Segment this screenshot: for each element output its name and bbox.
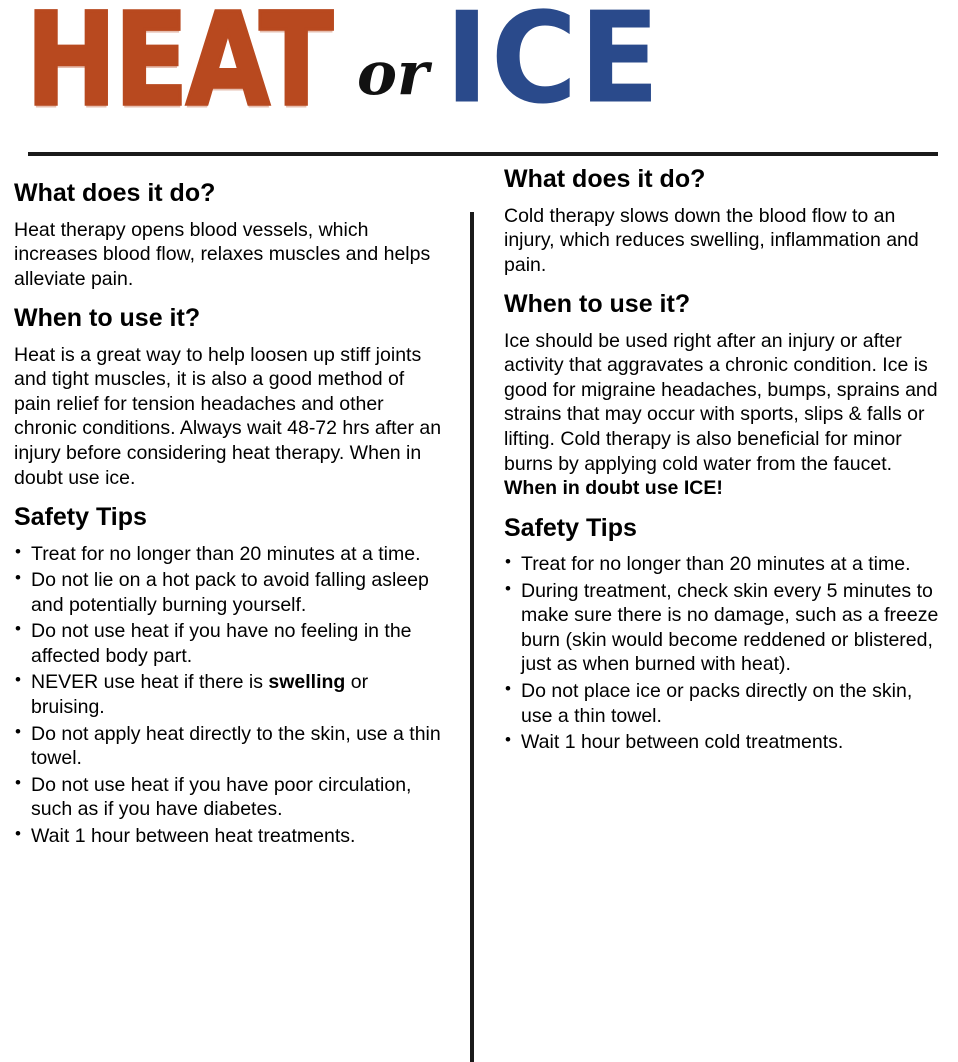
heat-safety-title: Safety Tips (14, 503, 147, 532)
heat-title: HEAT (26, 0, 332, 135)
list-item: • Do not apply heat directly to the skin, use a thin towel. (14, 722, 444, 771)
column-divider-line (470, 212, 474, 1062)
tip-text-emphasis: swelling (268, 671, 346, 694)
ice-when-body-emphasis: When in doubt use ICE! (504, 477, 723, 500)
heat-what-title: What does it do? (14, 179, 216, 207)
list-item (14, 670, 444, 719)
content-columns (0, 152, 958, 850)
list-item: • Wait 1 hour between heat treatments. (14, 824, 444, 849)
ice-when-body-text: Ice should be used right after an injury or after activity that aggravates a chronic condition. Ice is good for migraine headaches, bumps, sprains and strains that may occur with sports, slips & falls or lifting. Cold therapy is also beneficial for minor burns by applying cold water from the faucet. (504, 329, 938, 475)
ice-safety-title: Safety Tips (504, 513, 637, 542)
heat-column (0, 166, 470, 850)
heat-safety-list (14, 542, 444, 849)
or-text: or (357, 39, 429, 109)
heat-when-title: When to use it? (14, 304, 201, 333)
tip-text-prefix: NEVER use heat if there is (31, 671, 269, 694)
heat-what-body: Heat therapy opens blood vessels, which increases blood flow, relaxes muscles and helps alleviate pain. (14, 218, 431, 290)
list-item: • Do not use heat if you have no feeling in the affected body part. (14, 619, 444, 668)
heat-when-body: Heat is a great way to help loosen up stiff joints and tight muscles, it is also a good method of pain relief for tension headaches and other chronic conditions. Always wait 48-72 hrs after an injury before considering heat therapy. When in doubt use ice. (14, 343, 442, 489)
ice-when-body (504, 329, 944, 501)
list-item: • Wait 1 hour between cold treatments. (504, 730, 944, 755)
ice-what-title: What does it do? (504, 165, 706, 193)
ice-title: ICE (445, 0, 662, 121)
header-banner (0, 0, 958, 152)
ice-what-body: Cold therapy slows down the blood flow to an injury, which reduces swelling, inflammation and pain. (504, 204, 919, 276)
list-item: • Do not use heat if you have poor circulation, such as if you have diabetes. (14, 773, 444, 822)
ice-when-title: When to use it? (504, 290, 691, 319)
ice-safety-list (504, 552, 944, 755)
list-item: • Do not lie on a hot pack to avoid falling asleep and potentially burning yourself. (14, 568, 444, 617)
list-item: • Treat for no longer than 20 minutes at a time. (14, 542, 444, 567)
list-item: • Treat for no longer than 20 minutes at a time. (504, 552, 944, 577)
ice-column (470, 166, 958, 850)
list-item: • During treatment, check skin every 5 minutes to make sure there is no damage, such as a freeze burn (skin would become reddened or blistered, just as when burned with heat). (504, 579, 944, 677)
tip-text-suffix: or bruising. (31, 671, 369, 718)
list-item: • Do not place ice or packs directly on the skin, use a thin towel. (504, 679, 944, 728)
